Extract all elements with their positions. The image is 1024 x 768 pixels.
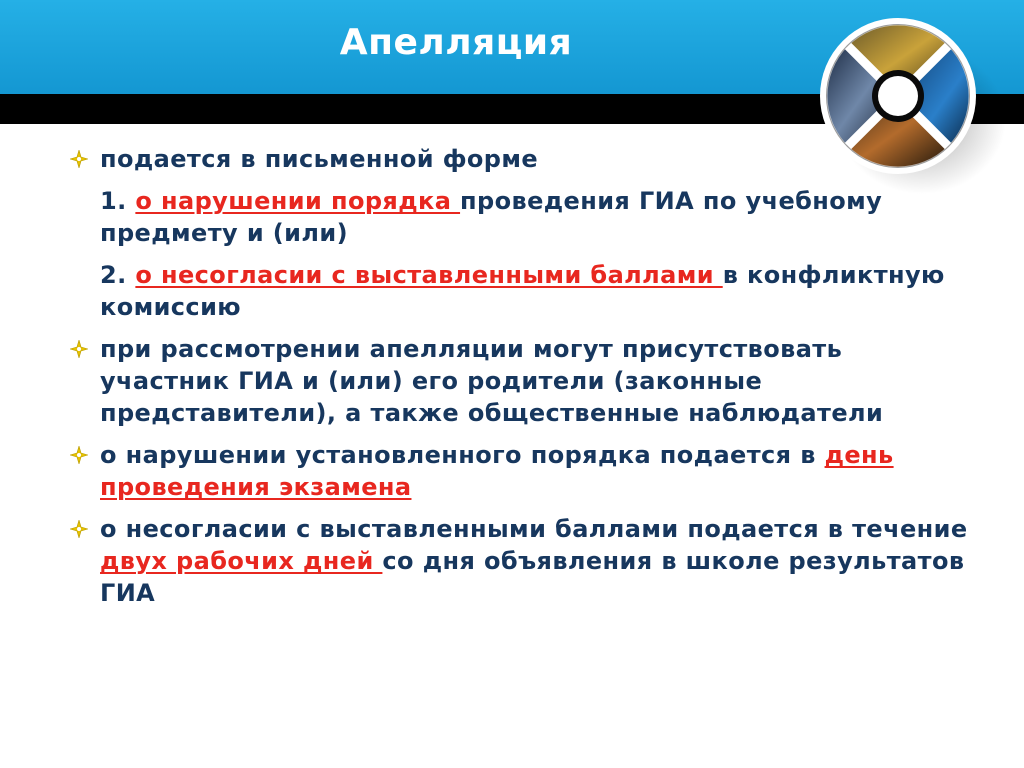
bullet-text: о нарушении установленного порядка подается в xyxy=(100,441,825,469)
diamond-bullet-icon xyxy=(70,446,88,464)
slide-title: Апелляция xyxy=(339,22,573,63)
bullet-text-suffix: со дня объявления в школе результатов ГИА xyxy=(100,547,965,607)
sub-item-highlight: о нарушении порядка xyxy=(135,187,461,215)
bullet-highlight: день проведения экзамена xyxy=(100,441,894,501)
bullet-highlight: двух рабочих дней xyxy=(100,547,383,575)
sub-item-number: 1. xyxy=(100,187,136,215)
bullet-item xyxy=(70,333,970,429)
bullet-text: при рассмотрении апелляции могут присутствовать участник ГИА и (или) его родители (законные представители), а также общественные наблюдатели xyxy=(100,335,884,427)
bullet-item xyxy=(70,143,970,175)
diamond-bullet-icon xyxy=(70,520,88,538)
sub-item xyxy=(70,185,970,249)
sub-item-highlight: о несогласии с выставленными баллами xyxy=(135,261,723,289)
diamond-bullet-icon xyxy=(70,150,88,168)
bullet-text: о несогласии с выставленными баллами подается в течение xyxy=(100,515,968,543)
diamond-bullet-icon xyxy=(70,340,88,358)
bullet-item xyxy=(70,439,970,503)
sub-item-text: в конфликтную комиссию xyxy=(100,261,945,321)
slide-content xyxy=(70,143,970,619)
bullet-item xyxy=(70,513,970,609)
sub-item-number: 2. xyxy=(100,261,136,289)
bullet-text: подается в письменной форме xyxy=(100,145,539,173)
sub-item xyxy=(70,259,970,323)
sub-item-text: проведения ГИА по учебному предмету и (или) xyxy=(100,187,883,247)
